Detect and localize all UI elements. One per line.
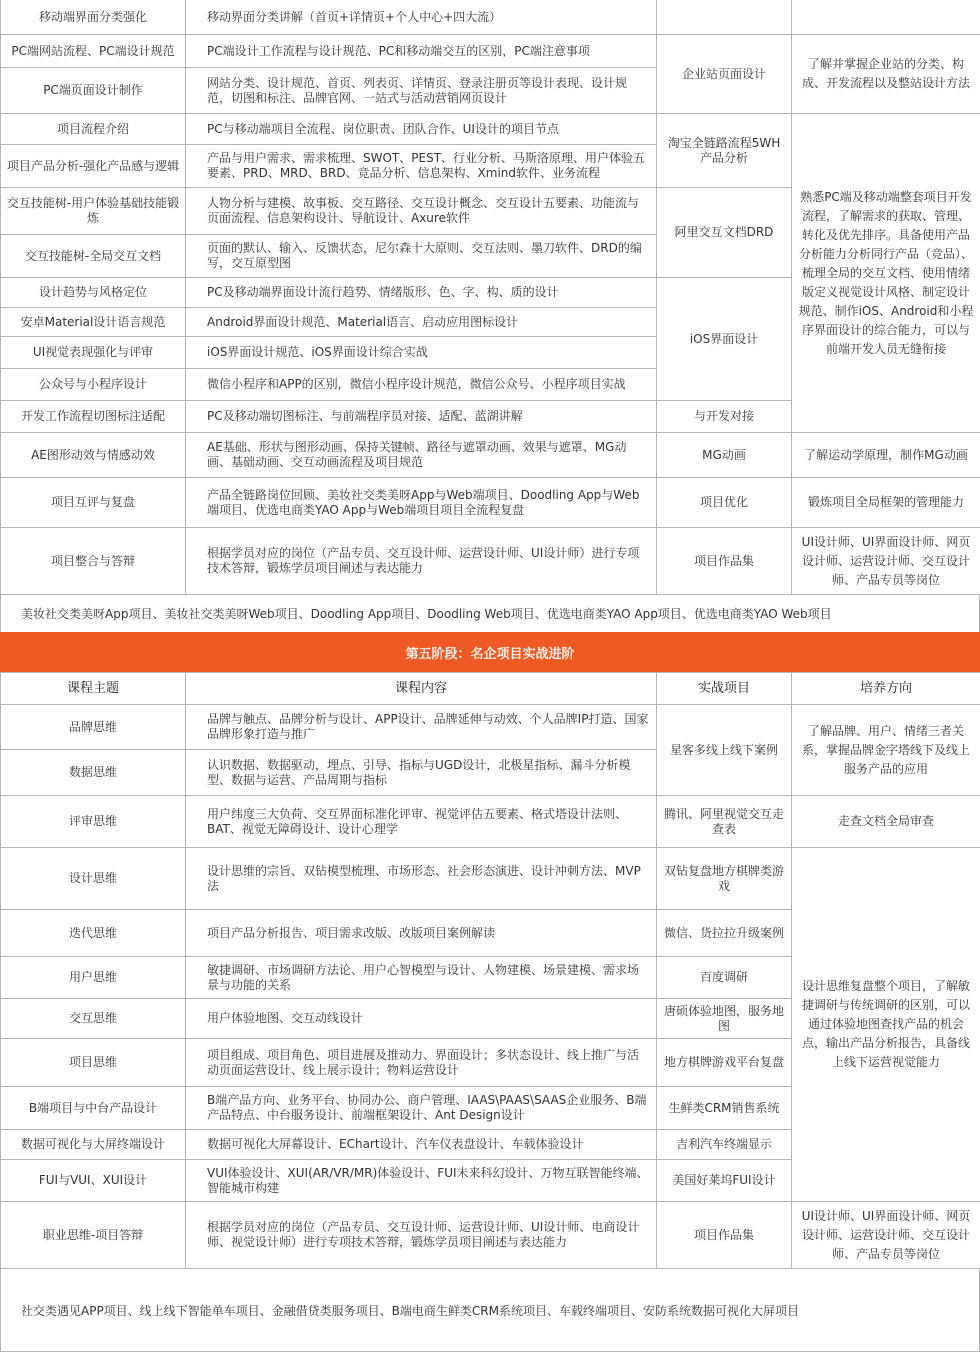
- topic-cell: 移动端界面分类强化: [1, 0, 186, 35]
- content-cell: 产品与用户需求、需求梳理、SWOT、PEST、行业分析、马斯洛原理、用户体验五要素、PRD、MRD、BRD、竞品分析、信息架构、Xmind软件、业务流程: [186, 145, 657, 188]
- table-row: [1, 848, 980, 910]
- stage5-table-wrapper: [0, 672, 980, 1269]
- stage5-project-summary-text: 社交类遇见APP项目、线上线下智能单车项目、金融借贷类服务项目、B端电商生鲜类CRM系统项目、车载终端项目、安防系统数据可视化大屏项目: [21, 1303, 799, 1318]
- direction-cell: 了解品牌、用户、情绪三者关系，掌握品牌金字塔线下及线上服务产品的应用: [792, 705, 980, 796]
- table-header-row: [1, 673, 980, 705]
- content-cell: 用户纬度三大负荷、交互界面标准化评审、视觉评估五要素、格式塔设计法则、BAT、视觉无障碍设计、设计心理学: [186, 796, 657, 848]
- content-cell: 设计思维的宗旨、双钻模型梳理、市场形态、社会形态演进、设计冲刺方法、MVP法: [186, 848, 657, 910]
- topic-cell: 开发工作流程切图标注适配: [1, 401, 186, 433]
- header-content: 课程内容: [186, 673, 657, 705]
- topic-cell: 交互思维: [1, 999, 186, 1039]
- topic-cell: 数据思维: [1, 750, 186, 796]
- project-cell: 百度调研: [657, 957, 792, 999]
- table-row: [1, 528, 980, 595]
- topic-cell: FUI与VUI、XUI设计: [1, 1160, 186, 1202]
- content-cell: 页面的默认、输入、反馈状态，尼尔森十大原则、交互法则、墨刀软件、DRD的编写，交互原型图: [186, 235, 657, 278]
- content-cell: Android界面设计规范、Material语言、启动应用图标设计: [186, 308, 657, 337]
- content-cell: PC及移动端切图标注、与前端程序员对接、适配、蓝湖讲解: [186, 401, 657, 433]
- project-cell: 项目作品集: [657, 1202, 792, 1269]
- project-cell: 双钻复盘地方棋牌类游戏: [657, 848, 792, 910]
- direction-cell: UI设计师、UI界面设计师、网页设计师、运营设计师、交互设计师、产品专员等岗位: [792, 528, 980, 595]
- stage4-project-summary: [0, 594, 980, 633]
- topic-cell: 交互技能树-用户体验基础技能锻炼: [1, 188, 186, 235]
- topic-cell: UI视觉表现强化与评审: [1, 337, 186, 369]
- direction-cell: UI设计师、UI界面设计师、网页设计师、运营设计师、交互设计师、产品专员等岗位: [792, 1202, 980, 1269]
- content-cell: 网站分类、设计规范、首页、列表页、详情页、登录注册页等设计表现、设计规范，切图和标注、品牌官网、一站式与活动营销网页设计: [186, 68, 657, 114]
- project-cell: 项目优化: [657, 478, 792, 528]
- topic-cell: 项目互评与复盘: [1, 478, 186, 528]
- stage4-table: [0, 0, 980, 595]
- topic-cell: 用户思维: [1, 957, 186, 999]
- content-cell: 根据学员对应的岗位（产品专员、交互设计师、运营设计师、UI设计师）进行专项技术答辩，锻炼学员项目阐述与表达能力: [186, 528, 657, 595]
- direction-cell: [792, 0, 980, 35]
- stage5-banner-title: 第五阶段：名企项目实战进阶: [405, 646, 575, 662]
- topic-cell: 项目产品分析-强化产品感与逻辑: [1, 145, 186, 188]
- content-cell: iOS界面设计规范、iOS界面设计综合实战: [186, 337, 657, 369]
- content-cell: B端产品方向、业务平台、协同办公、商户管理、IAAS\PAAS\SAAS企业服务、B端产品特点、中台服务设计、前端框架设计、Ant Design设计: [186, 1087, 657, 1130]
- content-cell: 项目组成、项目角色、项目进展及推动力、界面设计；多状态设计、线上推广与活动页面运营设计、线上展示设计；物料运营设计: [186, 1039, 657, 1087]
- direction-cell: 锻炼项目全局框架的管理能力: [792, 478, 980, 528]
- project-cell: iOS界面设计: [657, 278, 792, 401]
- content-cell: PC与移动端项目全流程、岗位职责、团队合作、UI设计的项目节点: [186, 114, 657, 145]
- direction-cell: 设计思维复盘整个项目，了解敏捷调研与传统调研的区别，可以通过体验地图查找产品的机会点，输出产品分析报告，具备线上线下运营视觉能力: [792, 848, 980, 1202]
- content-cell: 数据可视化大屏幕设计、EChart设计、汽车仪表盘设计、车载体验设计: [186, 1130, 657, 1160]
- table-row: [1, 478, 980, 528]
- project-cell: 项目作品集: [657, 528, 792, 595]
- project-cell: 地方棋牌游戏平台复盘: [657, 1039, 792, 1087]
- direction-cell: 走查文档全局审查: [792, 796, 980, 848]
- topic-cell: PC端页面设计制作: [1, 68, 186, 114]
- project-cell: 企业站页面设计: [657, 35, 792, 114]
- content-cell: 微信小程序和APP的区别，微信小程序设计规范，微信公众号、小程序项目实战: [186, 369, 657, 401]
- topic-cell: B端项目与中台产品设计: [1, 1087, 186, 1130]
- project-cell: 阿里交互文档DRD: [657, 188, 792, 278]
- content-cell: PC及移动端界面设计流行趋势、情绪版形、色、字、构、质的设计: [186, 278, 657, 308]
- content-cell: 项目产品分析报告、项目需求改版、改版项目案例解读: [186, 910, 657, 957]
- content-cell: VUI体验设计、XUI(AR/VR/MR)体验设计、FUI未来科幻设计、万物互联智能终端、智能城市构建: [186, 1160, 657, 1202]
- header-direction: 培养方向: [792, 673, 980, 705]
- table-row: [1, 1202, 980, 1269]
- topic-cell: 品牌思维: [1, 705, 186, 750]
- project-cell: 唐硕体验地图，服务地图: [657, 999, 792, 1039]
- project-cell: 吉利汽车终端显示: [657, 1130, 792, 1160]
- content-cell: 敏捷调研、市场调研方法论、用户心智模型与设计、人物建模、场景建模、需求场景与功能的关系: [186, 957, 657, 999]
- topic-cell: 公众号与小程序设计: [1, 369, 186, 401]
- topic-cell: 设计思维: [1, 848, 186, 910]
- topic-cell: 评审思维: [1, 796, 186, 848]
- project-cell: 淘宝全链路流程5WH产品分析: [657, 114, 792, 188]
- content-cell: PC端设计工作流程与设计规范、PC和移动端交互的区别，PC端注意事项: [186, 35, 657, 68]
- topic-cell: 设计趋势与风格定位: [1, 278, 186, 308]
- stage5-banner: [0, 632, 980, 672]
- table-row: [1, 114, 980, 145]
- content-cell: 人物分析与建模、故事板、交互路径、交互设计概念、交互设计五要素、功能流与页面流程、信息架构设计、导航设计、Axure软件: [186, 188, 657, 235]
- project-cell: 微信、货拉拉升级案例: [657, 910, 792, 957]
- header-topic: 课程主题: [1, 673, 186, 705]
- content-cell: 产品全链路岗位回顾、美妆社交类美呀App与Web端项目、Doodling App与Web端项目、优选电商类YAO App与Web端项目项目全流程复盘: [186, 478, 657, 528]
- direction-cell: 了解运动学原理，制作MG动画: [792, 433, 980, 478]
- header-project: 实战项目: [657, 673, 792, 705]
- topic-cell: AE图形动效与情感动效: [1, 433, 186, 478]
- topic-cell: 项目流程介绍: [1, 114, 186, 145]
- topic-cell: PC端网站流程、PC端设计规范: [1, 35, 186, 68]
- stage4-project-summary-text: 美妆社交类美呀App项目、美妆社交类美呀Web项目、Doodling App项目、Doodling Web项目、优选电商类YAO App项目、优选电商类YAO Web项目: [21, 607, 832, 621]
- content-cell: 品牌与触点、品牌分析与设计、APP设计、品牌延伸与动效、个人品牌IP打造、国家品牌形象打造与推广: [186, 705, 657, 750]
- topic-cell: 交互技能树-全局交互文档: [1, 235, 186, 278]
- content-cell: 根据学员对应的岗位（产品专员、交互设计师、运营设计师、UI设计师、电商设计师、视觉设计师）进行专项技术答辩，锻炼学员项目阐述与表达能力: [186, 1202, 657, 1269]
- table-row: [1, 433, 980, 478]
- direction-cell: 熟悉PC端及移动端整套项目开发流程，了解需求的获取、管理、转化及优先排序。具备使用产品分析能力分析同行产品（竞品）、梳理全局的交互文档、使用情绪版定义视觉设计风格、制定设计规范、制作iOS、Android和小程序界面设计的综合能力，可以与前端开发人员无缝衔接: [792, 114, 980, 433]
- topic-cell: 项目整合与答辩: [1, 528, 186, 595]
- table-row: [1, 705, 980, 750]
- topic-cell: 安卓Material设计语言规范: [1, 308, 186, 337]
- project-cell: 生鲜类CRM销售系统: [657, 1087, 792, 1130]
- stage4-table-wrapper: [0, 0, 980, 595]
- project-cell: [657, 0, 792, 35]
- table-row: [1, 0, 980, 35]
- topic-cell: 数据可视化与大屏终端设计: [1, 1130, 186, 1160]
- table-row: [1, 35, 980, 68]
- content-cell: 移动界面分类讲解（首页+详情页+个人中心+四大流）: [186, 0, 657, 35]
- content-cell: 用户体验地图、交互动线设计: [186, 999, 657, 1039]
- direction-cell: 了解并掌握企业站的分类、构成、开发流程以及整站设计方法: [792, 35, 980, 114]
- topic-cell: 项目思维: [1, 1039, 186, 1087]
- project-cell: 腾讯、阿里视觉交互走查表: [657, 796, 792, 848]
- project-cell: 与开发对接: [657, 401, 792, 433]
- project-cell: MG动画: [657, 433, 792, 478]
- topic-cell: 职业思维-项目答辩: [1, 1202, 186, 1269]
- project-cell: 美国好莱坞FUI设计: [657, 1160, 792, 1202]
- project-cell: 星客多线上线下案例: [657, 705, 792, 796]
- stage5-table: [0, 672, 980, 1269]
- content-cell: AE基础、形状与图形动画、保持关键帧、路径与遮罩动画、效果与遮罩、MG动画、基础动画、交互动画流程及项目规范: [186, 433, 657, 478]
- content-cell: 认识数据、数据驱动，埋点、引导、指标与UGD设计，北极星指标、漏斗分析模型、数据与运营、产品周期与指标: [186, 750, 657, 796]
- topic-cell: 迭代思维: [1, 910, 186, 957]
- table-row: [1, 796, 980, 848]
- stage5-project-summary: [0, 1268, 980, 1352]
